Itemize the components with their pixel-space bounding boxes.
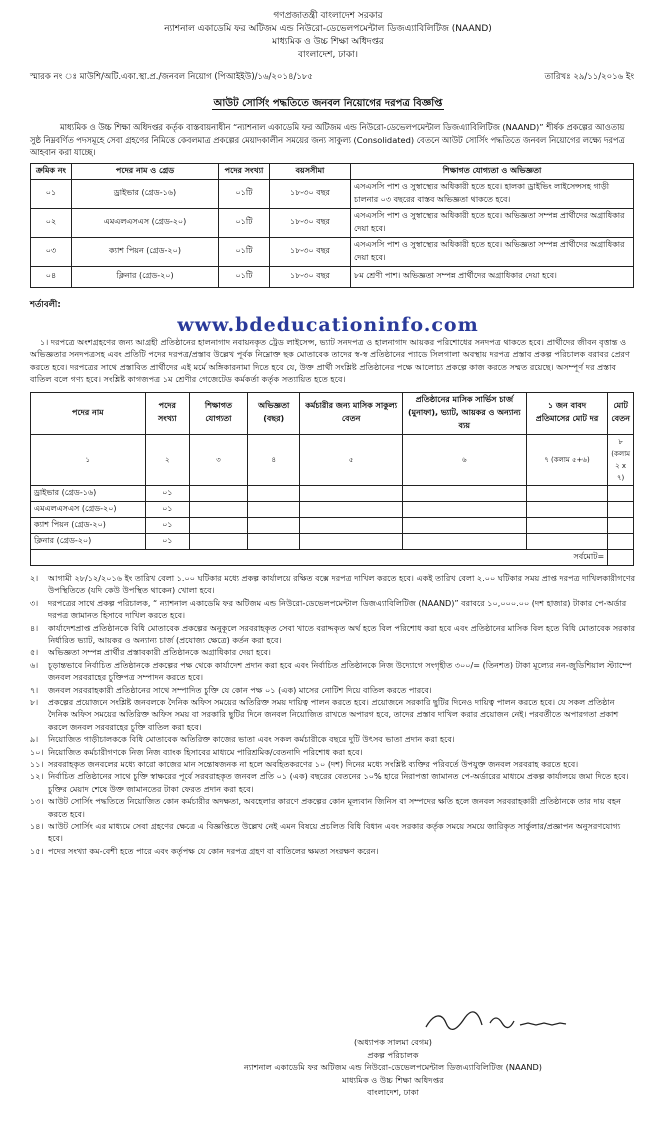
col-post: পদের নাম ও গ্রেড bbox=[72, 163, 219, 179]
row-post: ড্রাইভার (গ্রেড-১৬) bbox=[72, 179, 219, 208]
row-count: ০১টি bbox=[219, 266, 270, 287]
row-age: ১৮-৩০ বছর bbox=[270, 266, 351, 287]
list-item bbox=[30, 659, 636, 684]
row-post: ক্যাশ পিয়ন (গ্রেড-২০) bbox=[72, 237, 219, 266]
col-age: বয়সসীমা bbox=[270, 163, 351, 179]
col-salary: কর্মচারীর জন্য মাসিক সাকুল্য বেতন bbox=[300, 392, 402, 434]
condition-number: ২। bbox=[30, 572, 39, 583]
index-cell: ৬ bbox=[402, 434, 526, 485]
row-serial: ০২ bbox=[31, 208, 72, 237]
govt-line: গণপ্রজাতন্ত্রী বাংলাদেশ সরকার bbox=[273, 11, 383, 21]
col-service-charge: প্রতিষ্ঠানের মাসিক সার্ভিস চার্জ (মুনাফা), ভ্যাট, আয়কর ও অন্যান্য ব্যয় bbox=[402, 392, 526, 434]
row-qualification: এসএসসি পাশ ও সুস্বাস্থ্যের অধিকারী হতে হবে। অভিজ্ঞতা সম্পন্ন প্রার্থীদের অগ্রাধিকার দেয়া হবে। bbox=[351, 208, 634, 237]
condition-number: ৫। bbox=[30, 647, 39, 658]
list-item bbox=[30, 646, 636, 658]
condition-number: ৮। bbox=[30, 696, 39, 707]
condition-text: জনবল সরবরাহকারী প্রতিষ্ঠানের সাথে সম্পাদিত চুক্তি যে কোন পক্ষ ০১ (এক) মাসের নোটিশ দিয়ে বাতিল করতে পারবে। bbox=[48, 684, 432, 695]
row-qualification: এসএসসি পাশ ও সুস্বাস্থ্যের অধিকারী হতে হবে। হালকা ড্রাইভিং লাইসেন্সসহ গাড়ী চালনার ০৩ বছরের বাস্তব অভিজ্ঞতা থাকতে হবে। bbox=[351, 179, 634, 208]
letterhead bbox=[0, 10, 656, 62]
row-post: এমএলএসএস (গ্রেড-২০) bbox=[72, 208, 219, 237]
row-post: এমএলএসএস (গ্রেড-২০) bbox=[31, 501, 146, 517]
condition-text: প্রকল্পের প্রয়োজনে সংশ্লিষ্ট জনবলকে দৈনিক অফিস সময়ের অতিরিক্ত সময় দায়িত্ব পালন করতে হবে। প্রয়োজনে সরকারি ছুটির দিনেও দায়িত্ব পালন করতে হবে। যে সকল প্রতিষ্ঠান দৈনিক অফিস সময়ের অতিরিক্ত অফিস সময় বা সরকারি ছুটির দিনে জনবল নিয়োজিত রাখতে অপারগ হবে, তাদের প্রস্তাব দাখিল করার প্রয়োজন নেই। পরবর্তীতে অপারগতা প্রকাশ করলে জনবল সরবরাহের চুক্তি বাতিল করা হবে। bbox=[48, 696, 619, 732]
index-cell: ৪ bbox=[247, 434, 299, 485]
table-row bbox=[31, 533, 634, 549]
col-count: পদের সংখ্যা bbox=[219, 163, 270, 179]
table-row bbox=[31, 266, 634, 287]
row-qualification: ৮ম শ্রেণী পাশ। অভিজ্ঞতা সম্পন্ন প্রার্থীদের অগ্রাধিকার দেয়া হবে। bbox=[351, 266, 634, 287]
row-post: ক্যাশ পিয়ন (গ্রেড-২০) bbox=[31, 517, 146, 533]
reference-line bbox=[0, 70, 656, 84]
row-age: ১৮-৩০ বছর bbox=[270, 237, 351, 266]
list-item bbox=[30, 845, 636, 857]
index-cell: ৩ bbox=[189, 434, 247, 485]
org-name: ন্যাশনাল একাডেমি ফর অটিজম এন্ড নিউরো-ডেভেলপমেন্টাল ডিজএ্যাবিলিটিজ (NAAND) bbox=[164, 24, 492, 34]
total-label: সর্বমোট= bbox=[31, 549, 608, 565]
table-row bbox=[31, 485, 634, 501]
row-serial: ০৩ bbox=[31, 237, 72, 266]
index-cell: ৫ bbox=[300, 434, 402, 485]
list-item bbox=[30, 820, 636, 845]
posts-table bbox=[30, 163, 634, 288]
condition-number: ১৩। bbox=[30, 796, 44, 807]
row-count: ০১টি bbox=[219, 179, 270, 208]
list-item bbox=[30, 733, 636, 745]
total-row bbox=[31, 549, 634, 565]
signatory-place: বাংলাদেশ, ঢাকা bbox=[367, 1087, 419, 1097]
col-total: মোট বেতন bbox=[608, 392, 634, 434]
col-experience: অভিজ্ঞতা (বছর) bbox=[247, 392, 299, 434]
condition-text: দরপত্রের সাথে প্রকল্প পরিচালক, “ ন্যাশনাল একাডেমি ফর অটিজম এন্ড নিউরো-ডেভেলপমেন্টাল ডিজএ্যাবিলিটিজ (NAAND)” বরাবরে ১০,০০০.০০ (দশ হাজার) টাকার পে-অর্ডার দরপত্র জামানত হিসাবে দাখিল করতে হবে। bbox=[48, 597, 627, 621]
condition-text: নির্বাচিত প্রতিষ্ঠানের সাথে চুক্তি স্বাক্ষরের পূর্বে সরবরাহকৃত জনবল প্রতি ০১ (এক) বছরের বেতনের ১০% হারে নিরাপত্তা জামানত পে-অর্ডারের মাধ্যমে প্রকল্প কার্যালয়ে জমা দিতে হবে। চুক্তির মেয়াদ শেষে উক্ত জামানতের টাকা ফেরত প্রদান করা হবে। bbox=[48, 771, 629, 794]
table-row bbox=[31, 517, 634, 533]
table-row bbox=[31, 501, 634, 517]
row-age: ১৮-৩০ বছর bbox=[270, 179, 351, 208]
condition-text: নিয়োজিত কর্মচারীগণকে নিজ নিজ ব্যাংক হিসাবের মাধ্যমে পারিশ্রমিক/বেতনাদি পরিশোধ করা হবে। bbox=[48, 746, 363, 757]
condition-number: ৭। bbox=[30, 684, 39, 695]
condition-number: ১০। bbox=[30, 746, 44, 757]
list-item bbox=[30, 597, 636, 622]
row-count: ০১ bbox=[145, 517, 189, 533]
memo-number: স্মারক নং ঃ মাউশি/অটি.একা.স্থা.প্র./জনবল নিয়োগ (পিআইইউ)/১৬/২০১৪/১৮৫ bbox=[30, 72, 313, 82]
signature-block bbox=[0, 1036, 656, 1099]
row-serial: ০১ bbox=[31, 179, 72, 208]
signatory-dept: মাধ্যমিক ও উচ্চ শিক্ষা অধিদপ্তর bbox=[342, 1074, 444, 1085]
row-count: ০১ bbox=[145, 533, 189, 549]
index-cell: ২ bbox=[145, 434, 189, 485]
condition-number: ৪। bbox=[30, 622, 39, 633]
row-count: ০১টি bbox=[219, 237, 270, 266]
condition-text: আউট সোর্সিং এর মাধ্যমে সেবা গ্রহণের ক্ষেত্রে এ বিজ্ঞপ্তিতে উল্লেখ নেই এমন বিষয়ে প্রচলিত বিধি বিধান এবং সরকার কর্তৃক সময়ে সময়ে জারিকৃত সার্কুলার/প্রজ্ঞাপন অনুসরণযোগ্য হবে। bbox=[48, 821, 621, 844]
table-row bbox=[31, 237, 634, 266]
list-item bbox=[30, 746, 636, 758]
signatory-designation: প্রকল্প পরিচালক bbox=[367, 1049, 419, 1060]
condition-text: পদের সংখ্যা কম-বেশী হতে পারে এবং কর্তৃপক্ষ যে কোন দরপত্র গ্রহণ বা বাতিলের ক্ষমতা সংরক্ষণ করেন। bbox=[48, 845, 379, 856]
condition-number: ৯। bbox=[30, 734, 39, 745]
row-age: ১৮-৩০ বছর bbox=[270, 208, 351, 237]
col-post: পদের নাম bbox=[31, 392, 146, 434]
condition-text: আগামী ২৮/১২/২০১৬ ইং তারিখ বেলা ১.০০ ঘটিকার মধ্যে প্রকল্প কার্যালয়ে রক্ষিত বক্সে দরপত্র দাখিল করতে হবে। একই তারিখ বেলা ২.০০ ঘটিকার সময় প্রাপ্ত দরপত্র দাখিলকারীগণের উপস্থিতিতে (যদি কেউ উপস্থিত থাকেন) খোলা হবে। bbox=[48, 572, 636, 596]
row-count: ০১ bbox=[145, 485, 189, 501]
col-rate: ১ জন বাবদ প্রতিমাসের মোট দর bbox=[526, 392, 608, 434]
list-item bbox=[30, 770, 636, 795]
col-education: শিক্ষাগত যোগ্যতা bbox=[189, 392, 247, 434]
notice-title: আউট সোর্সিং পদ্ধতিতে জনবল নিয়োগের দরপত্র বিজ্ঞপ্তি bbox=[213, 98, 443, 109]
index-cell: ৮ (কলাম ২ x ৭) bbox=[608, 434, 634, 485]
condition-number: ১১। bbox=[30, 758, 44, 769]
list-item bbox=[30, 572, 636, 597]
intro-paragraph: মাধ্যমিক ও উচ্চ শিক্ষা অধিদপ্তর কর্তৃক বাস্তবায়নাধীন “ন্যাশনাল একাডেমি ফর অটিজম এন্ড নিউরো-ডেভেলপমেন্টাল ডিজএ্যাবিলিটিজ (NAAND)” শীর্ষক প্রকল্পের আওতায় সুষ্ঠ নিম্নবর্ণিত পদসমূহে সেবা গ্রহণের নিমিত্তে কেবলমাত্র প্রকল্পের মেয়াদকালীন সময়ের জন্য সাকুল্য (Consolidated) বেতনে আউট সোর্সিং পদ্ধতিতে জনবল নিয়োগের লক্ষ্যে দরপত্র আহবান করা যাচ্ছে। bbox=[30, 122, 625, 157]
list-item bbox=[30, 696, 636, 733]
row-serial: ০৪ bbox=[31, 266, 72, 287]
condition-text: কার্যাদেশপ্রাপ্ত প্রতিষ্ঠানকে বিধি মোতাবেক প্রকল্পের অনুকূলে সরবরাহকৃত সেবা খাতে বরাদ্দকৃত অর্থ হতে বিল পরিশোধ করা হবে এবং প্রতিষ্ঠানের মাসিক বিল হতে বিধি মোতাবেক সরকার নির্ধারিত ভ্যাট, আয়কর ও অন্যান্য চার্জ (প্রযোজ্য ক্ষেত্রে) কর্তন করা হবে। bbox=[48, 622, 636, 645]
rate-table bbox=[30, 392, 634, 566]
row-post: ক্লিনার (গ্রেড-২০) bbox=[31, 533, 146, 549]
row-qualification: এসএসসি পাশ ও সুস্বাস্থ্যের অধিকারী হতে হবে। অভিজ্ঞতা সম্পন্ন প্রার্থীদের অগ্রাধিকার দেয়া হবে। bbox=[351, 237, 634, 266]
list-item bbox=[30, 795, 636, 820]
condition-number: ৩। bbox=[30, 597, 39, 608]
condition-number: ১৫। bbox=[30, 845, 44, 856]
posts-table-header bbox=[31, 163, 634, 179]
row-count: ০১ bbox=[145, 501, 189, 517]
row-post: ক্লিনার (গ্রেড-২০) bbox=[72, 266, 219, 287]
watermark-link[interactable]: www.bdeducationinfo.com bbox=[177, 313, 479, 336]
col-qualification: শিক্ষাগত যোগ্যতা ও অভিজ্ঞতা bbox=[351, 163, 634, 179]
index-cell: ১ bbox=[31, 434, 146, 485]
condition-number: ১৪। bbox=[30, 821, 44, 831]
row-post: ড্রাইভার (গ্রেড-১৬) bbox=[31, 485, 146, 501]
conditions-heading: শর্তাবলী: bbox=[30, 299, 61, 310]
condition-text: চূড়ান্তভাবে নির্বাচিত প্রতিষ্ঠানকে প্রকল্পের পক্ষ থেকে কার্যাদেশ প্রদান করা হবে এবং নির্বাচিত প্রতিষ্ঠানকে নিজ উদ্যোগে সংগৃহীত ৩০০/= (তিনশত) টাকা মূল্যের নন-জুডিশিয়াল স্ট্যাম্পে জনবল সরবরাহের চুক্তিপত্র সম্পাদন করতে হবে। bbox=[48, 659, 632, 683]
list-item bbox=[30, 758, 636, 770]
handwritten-signature bbox=[420, 1007, 580, 1035]
index-cell: ৭ (কলাম ৫+৬) bbox=[526, 434, 608, 485]
memo-date: তারিখঃ ২৯/১১/২০১৬ ইং bbox=[544, 72, 634, 82]
list-item bbox=[30, 684, 636, 696]
condition-text: অভিজ্ঞতা সম্পন্ন প্রার্থীর প্রস্তাবকারী প্রতিষ্ঠানকে অগ্রাধিকার দেয়া হবে। bbox=[48, 647, 271, 658]
col-count: পদের সংখ্যা bbox=[145, 392, 189, 434]
rate-table-header bbox=[31, 392, 634, 434]
list-item bbox=[30, 622, 636, 647]
condition-text: নিয়োজিত গাড়ীচালককে বিধি মোতাবেক অতিরিক্ত কাজের ভাতা এবং সকল কর্মচারীকে বছরে দুটি উৎসব ভাতা প্রদান করা হবে। bbox=[48, 734, 455, 745]
department-name: মাধ্যমিক ও উচ্চ শিক্ষা অধিদপ্তর bbox=[272, 37, 384, 47]
signatory-org: ন্যাশনাল একাডেমি ফর অটিজম এন্ড নিউরো-ডেভেলপমেন্টাল ডিজএ্যাবিলিটিজ (NAAND) bbox=[243, 1062, 542, 1072]
conditions-list bbox=[0, 572, 656, 857]
table-row bbox=[31, 179, 634, 208]
condition-number: ১২। bbox=[30, 771, 44, 782]
col-serial: ক্রমিক নং bbox=[31, 163, 72, 179]
column-index-row bbox=[31, 434, 634, 485]
condition-text: আউট সোর্সিং পদ্ধতিতে নিয়োজিত কোন কর্মচারীর অদক্ষতা, অবহেলার কারণে প্রকল্পের কোন মূল্যবান জিনিস বা সম্পদের ক্ষতি হলে জনবল সরবরাহকারী প্রতিষ্ঠানকে তার দায় বহন করতে হবে। bbox=[48, 796, 621, 819]
signatory-name: (অধ্যাপক সালমা বেগম) bbox=[354, 1037, 432, 1047]
table-row bbox=[31, 208, 634, 237]
condition-1: ১। দরপত্রে অংশগ্রহণের জন্য আগ্রহী প্রতিষ্ঠানের হালনাগাদ নবায়নকৃত ট্রেড লাইসেন্স, ভ্যাট সনদপত্র ও হালনাগাদ আয়কর পরিশোধের সনদপত্র থাকতে হবে। প্রার্থীদের জীবন বৃত্তান্ত ও অভিজ্ঞতার সনদপত্রসহ এবং প্রতিটি পদের দরপত্র/প্রস্তাব উল্লেখ পূর্বক নিম্নোক্ত ছক মোতাবেক তাদের স্ব-স্ব প্রতিষ্ঠানের প্যাডে সিলগালা অবস্থায় দরপত্র প্রস্তাব প্রকল্প পরিচালক বরাবর প্রেরণ করতে হবে। দরপত্রের সাথে প্রস্তাবিত প্রার্থীদের এই মর্মে অঙ্গিকারনামা দিতে হবে যে, উক্ত প্রার্থী সংশ্লিষ্ট প্রতিষ্ঠানের পক্ষে আলোচ্য প্রকল্পে কাজ করতে সম্মত রয়েছে। অসম্পূর্ণ দর প্রস্তাব বাতিল বলে গণ্য হবে। সংশ্লিষ্ট কাগজপত্র ১ম শ্রেণীর গেজেটেড কর্মকর্তা কর্তৃক সত্যায়িত হতে হবে। bbox=[30, 336, 630, 385]
condition-number: ৬। bbox=[30, 659, 39, 670]
location: বাংলাদেশ, ঢাকা। bbox=[297, 50, 359, 60]
row-count: ০১টি bbox=[219, 208, 270, 237]
condition-text: সরবরাহকৃত জনবলের মধ্যে কারো কাজের মান সন্তোষজনক না হলে অবহিতকরণের ১০ (দশ) দিনের মধ্যে সংশ্লিষ্ট ব্যক্তির পরিবর্তে উপযুক্ত জনবল সরবরাহ করতে হবে। bbox=[48, 758, 579, 769]
